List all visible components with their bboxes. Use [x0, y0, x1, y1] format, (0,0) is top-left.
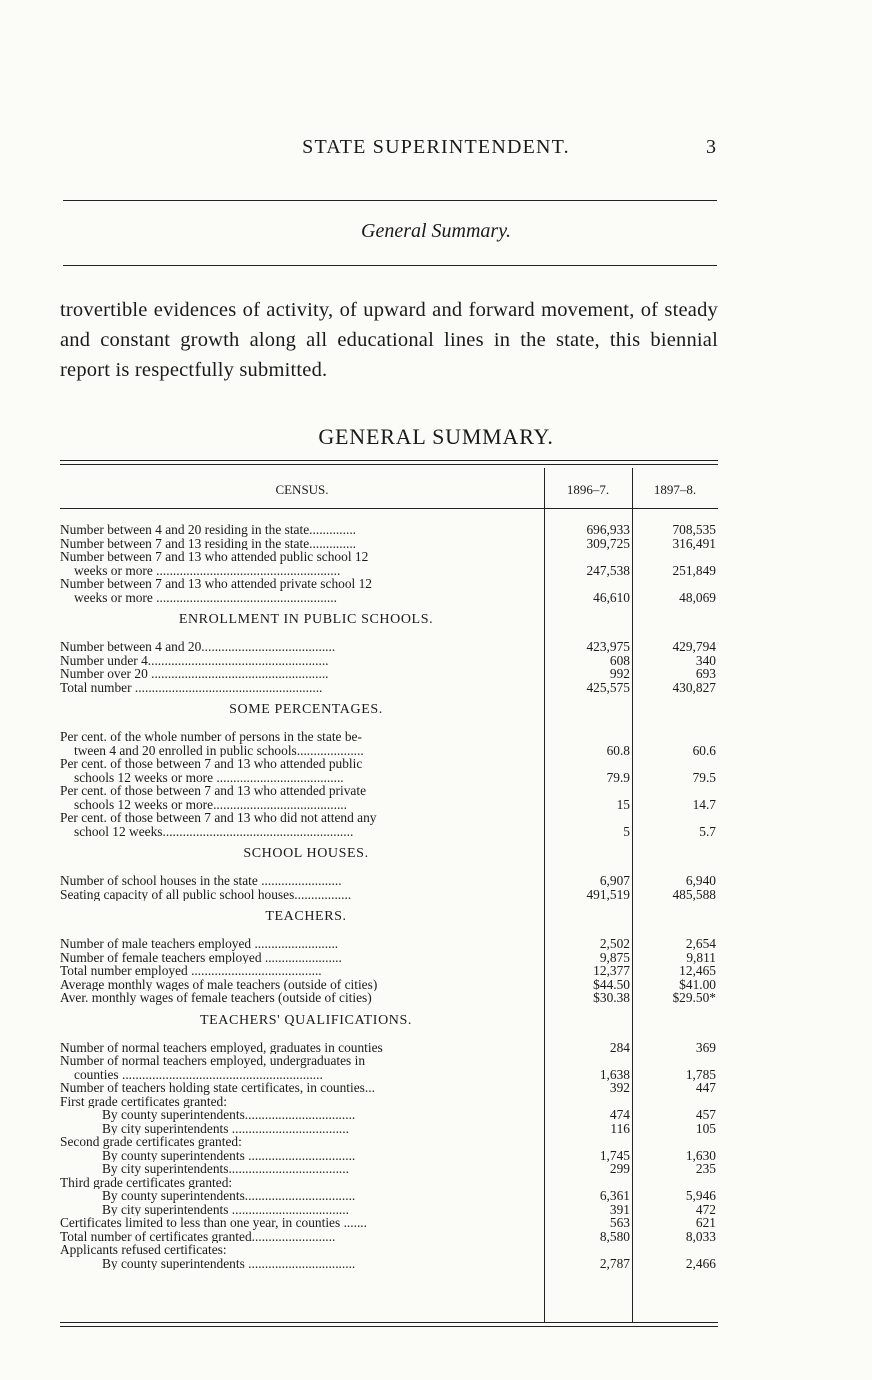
value-1897: 48,069	[679, 589, 716, 605]
header-rule	[63, 200, 717, 201]
table-top-rule-inner	[60, 464, 718, 465]
column-header-1896: 1896–7.	[566, 482, 610, 497]
row-label: schools 12 weeks or more ......................................	[74, 770, 344, 784]
row-label: Third grade certificates granted:	[60, 1175, 233, 1189]
table-bottom-rule-outer	[60, 1326, 718, 1327]
value-1897: 5,946	[685, 1188, 716, 1203]
row-label: Per cent. of those between 7 and 13 who attended private	[60, 784, 367, 798]
value-1897: 8,033	[685, 1228, 716, 1244]
value-1896: 1,745	[599, 1147, 630, 1163]
table-row	[60, 874, 718, 888]
table-row	[60, 667, 718, 681]
value-1897: 340	[695, 652, 716, 668]
value-1897: 14.7	[692, 796, 716, 812]
table-row	[60, 1149, 718, 1163]
table-row	[60, 564, 718, 578]
value-1896: 2,787	[599, 1255, 630, 1271]
value-1896: 491,519	[586, 886, 630, 902]
table-row	[60, 757, 718, 771]
table-row	[60, 640, 718, 654]
row-label: weeks or more .......................................................	[74, 563, 341, 577]
value-1896: 116	[610, 1120, 630, 1136]
value-1896: 247,538	[586, 562, 630, 578]
row-label: Number of female teachers employed .......................	[60, 950, 342, 964]
row-label: Number over 20 .....................................................	[60, 667, 329, 681]
table-row	[60, 1054, 718, 1068]
table-row	[60, 730, 718, 744]
row-label: Number of teachers holding state certificates, in counties...	[60, 1081, 375, 1095]
table-row	[60, 654, 718, 668]
row-label: tween 4 and 20 enrolled in public schools....................	[74, 743, 364, 757]
table-row	[60, 1257, 718, 1271]
value-1896: 423,975	[586, 639, 630, 654]
row-label: Per cent. of the whole number of persons in the state be-	[60, 730, 362, 744]
row-label: Per cent. of those between 7 and 13 who did not attend any	[60, 811, 377, 825]
header-rule-bottom	[60, 508, 718, 509]
row-label: Average monthly wages of male teachers (outside of cities)	[60, 977, 378, 991]
table-row	[60, 798, 718, 812]
row-label: school 12 weeks.........................................................	[74, 824, 354, 838]
value-1896: 15	[616, 796, 630, 812]
value-1897: $41.00	[679, 976, 716, 992]
section-title: ENROLLMENT IN PUBLIC SCHOOLS.	[178, 612, 434, 627]
value-1896: 992	[609, 666, 630, 681]
value-1896: 284	[609, 1039, 630, 1055]
value-1897: 485,588	[672, 886, 716, 902]
row-label: Number of male teachers employed .........................	[60, 937, 339, 951]
section-heading: General Summary.	[361, 220, 511, 242]
table-row	[60, 784, 718, 798]
table-row	[60, 1122, 718, 1136]
row-label: First grade certificates granted:	[60, 1094, 227, 1108]
section-title: TEACHERS.	[265, 909, 347, 924]
row-label: weeks or more ......................................................	[74, 590, 337, 604]
value-1896: 8,580	[599, 1228, 630, 1244]
table-row	[60, 681, 718, 695]
section-title: SCHOOL HOUSES.	[243, 846, 369, 861]
value-1896: 60.8	[606, 742, 630, 758]
running-head: STATE SUPERINTENDENT.	[302, 136, 570, 158]
table-top-rule	[60, 460, 718, 461]
table-row	[60, 1095, 718, 1109]
intro-paragraph: trovertible evidences of activity, of upward and forward movement, of steady and constant growth along all educational lines in the state, this biennial report is respectfully submitted.	[60, 299, 718, 381]
value-1897: 447	[695, 1080, 716, 1095]
table-bottom-rule	[60, 1322, 718, 1323]
value-1897: 693	[695, 666, 716, 681]
row-label: By city superintendents....................................	[102, 1162, 349, 1176]
row-label: Number of normal teachers employed, graduates in counties	[60, 1040, 383, 1054]
value-1897: 708,535	[672, 522, 716, 537]
row-label: Number between 7 and 13 who attended private school 12	[60, 577, 372, 591]
table-row	[60, 1068, 718, 1082]
value-1896: 425,575	[586, 679, 630, 695]
value-1896: $44.50	[593, 976, 630, 992]
value-1896: 5	[623, 823, 630, 839]
table-row	[60, 771, 718, 785]
value-1897: 316,491	[672, 535, 716, 551]
value-1897: $29.50*	[672, 990, 716, 1005]
value-1897: 1,630	[685, 1147, 716, 1163]
value-1897: 235	[695, 1161, 716, 1176]
row-label: By city superintendents ...................................	[102, 1202, 349, 1216]
value-1896: 46,610	[593, 589, 630, 605]
table-row	[60, 1176, 718, 1190]
column-header-1897: 1897–8.	[653, 482, 697, 497]
value-1897: 79.5	[692, 769, 716, 785]
table-row	[60, 537, 718, 551]
table-row	[60, 577, 718, 591]
row-label: Second grade certificates granted:	[60, 1135, 242, 1149]
table-row	[60, 1243, 718, 1257]
value-1896: $30.38	[593, 990, 630, 1005]
row-label: Number between 7 and 13 who attended public school 12	[60, 550, 369, 564]
value-1897: 2,654	[685, 936, 716, 951]
row-label: By county superintendents ................................	[102, 1148, 356, 1162]
table-row	[60, 888, 718, 902]
table-row	[60, 1135, 718, 1149]
value-1896: 1,638	[599, 1066, 630, 1082]
page-number: 3	[706, 136, 716, 158]
value-1896: 79.9	[606, 769, 630, 785]
row-label: Total number of certificates granted.........................	[60, 1229, 336, 1243]
table-row	[60, 1108, 718, 1122]
section-rule	[63, 265, 717, 266]
value-1897: 251,849	[672, 562, 716, 578]
value-1897: 621	[695, 1215, 716, 1230]
value-1897: 430,827	[672, 679, 716, 695]
value-1896: 608	[609, 652, 630, 668]
value-1897: 457	[695, 1107, 716, 1122]
row-label: Number between 4 and 20........................................	[60, 640, 336, 654]
table-title: GENERAL SUMMARY.	[318, 424, 554, 449]
row-label: Total number employed .......................................	[60, 964, 322, 978]
row-label: By county superintendents.................................	[102, 1108, 356, 1122]
row-label: Total number ........................................................	[60, 680, 323, 694]
table-row	[60, 523, 718, 537]
value-1896: 392	[609, 1080, 630, 1095]
value-1896: 563	[609, 1215, 630, 1230]
value-1897: 429,794	[672, 639, 716, 654]
value-1896: 391	[609, 1201, 630, 1217]
row-label: Aver. monthly wages of female teachers (outside of cities)	[60, 991, 372, 1005]
table-row	[60, 550, 718, 564]
row-label: By county superintendents ................................	[102, 1256, 356, 1270]
value-1897: 2,466	[685, 1255, 716, 1271]
row-label: schools 12 weeks or more........................................	[74, 797, 347, 811]
value-1897: 5.7	[699, 823, 716, 839]
table-row	[60, 744, 718, 758]
row-label: counties ............................................................	[74, 1067, 323, 1081]
table-row	[60, 1189, 718, 1203]
value-1897: 6,940	[685, 873, 716, 888]
row-label: Number of school houses in the state ........................	[60, 874, 342, 888]
table-row	[60, 825, 718, 839]
value-1896: 6,361	[599, 1188, 630, 1203]
table-row	[60, 978, 718, 992]
value-1897: 105	[695, 1120, 716, 1136]
table-row	[60, 811, 718, 825]
column-header-census: CENSUS.	[275, 482, 329, 497]
value-1897: 369	[695, 1039, 716, 1055]
value-1896: 12,377	[593, 963, 630, 978]
table-row	[60, 1203, 718, 1217]
value-1897: 9,811	[686, 949, 716, 965]
value-1896: 9,875	[599, 949, 630, 965]
table-row	[60, 1230, 718, 1244]
row-label: By county superintendents.................................	[102, 1189, 356, 1203]
summary-table	[60, 460, 718, 1330]
table-row	[60, 591, 718, 605]
row-label: Number between 7 and 13 residing in the state..............	[60, 536, 357, 550]
row-label: Per cent. of those between 7 and 13 who attended public	[60, 757, 363, 771]
value-1896: 6,907	[599, 873, 630, 888]
row-label: Applicants refused certificates:	[60, 1243, 227, 1257]
table-row	[60, 1162, 718, 1176]
row-label: Number between 4 and 20 residing in the state..............	[60, 523, 357, 537]
table-row	[60, 991, 718, 1005]
table-row	[60, 951, 718, 965]
section-title: TEACHERS' QUALIFICATIONS.	[200, 1012, 412, 1028]
table-row	[60, 1041, 718, 1055]
value-1897: 12,465	[679, 963, 716, 978]
table-row	[60, 937, 718, 951]
value-1896: 696,933	[586, 522, 630, 537]
table-row	[60, 1081, 718, 1095]
table-row	[60, 1216, 718, 1230]
value-1896: 2,502	[599, 936, 630, 951]
value-1897: 1,785	[685, 1066, 716, 1082]
value-1896: 299	[609, 1161, 630, 1176]
section-title: SOME PERCENTAGES.	[229, 702, 383, 717]
row-label: Seating capacity of all public school houses.................	[60, 887, 352, 901]
value-1896: 474	[609, 1107, 630, 1122]
row-label: By city superintendents ...................................	[102, 1121, 349, 1135]
value-1897: 472	[695, 1201, 716, 1217]
row-label: Number of normal teachers employed, undergraduates in	[60, 1054, 366, 1068]
value-1896: 309,725	[586, 535, 630, 551]
row-label: Certificates limited to less than one year, in counties .......	[60, 1216, 367, 1230]
table-row	[60, 964, 718, 978]
value-1897: 60.6	[692, 742, 716, 758]
row-label: Number under 4......................................................	[60, 653, 329, 667]
